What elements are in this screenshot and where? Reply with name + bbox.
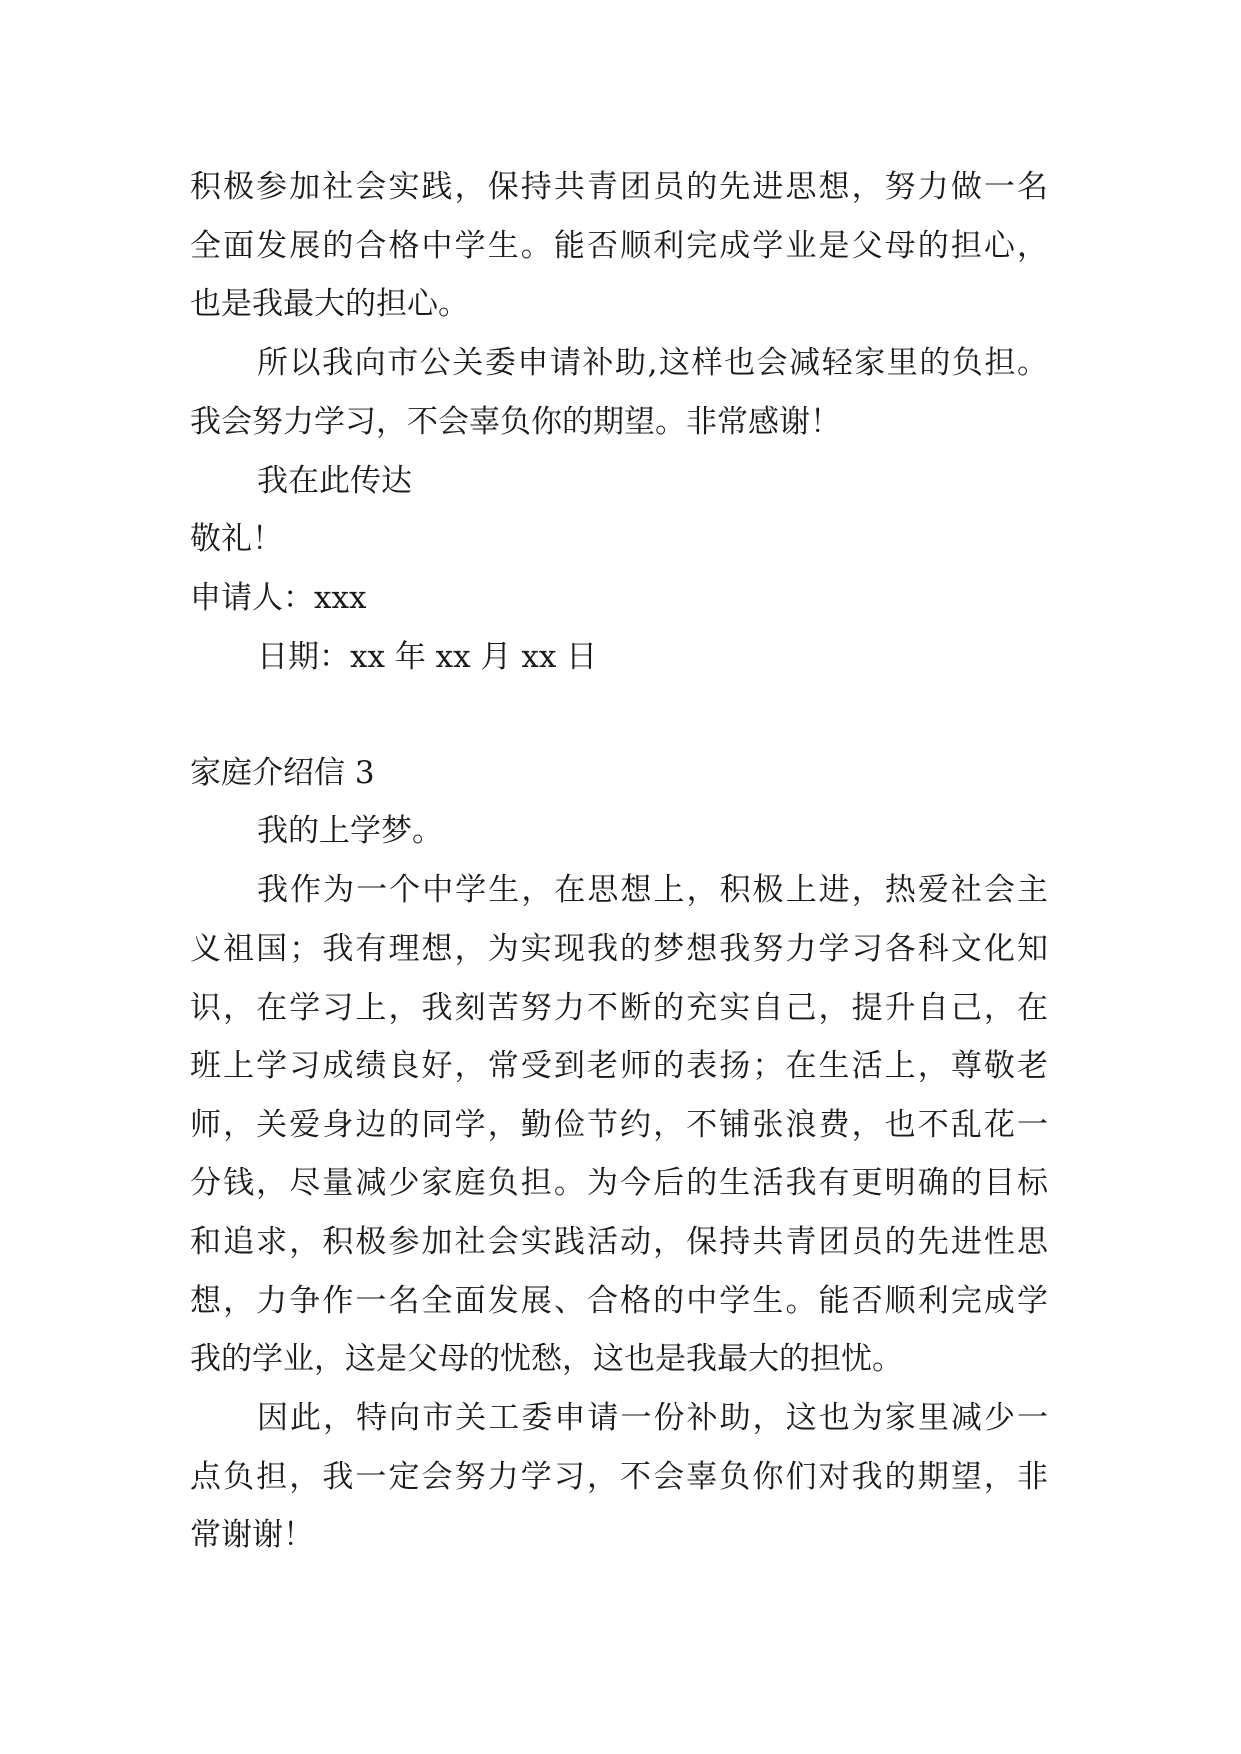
date-line: 日期：xx 年 xx 月 xx 日 bbox=[257, 639, 598, 675]
text-line: 所以我向市公关委申请补助,这样也会减轻家里的负担。 bbox=[257, 345, 1048, 381]
text-line: 想，力争作一名全面发展、合格的中学生。能否顺利完成学 bbox=[190, 1283, 1048, 1319]
text-line: 我会努力学习，不会辜负你的期望。非常感谢！ bbox=[190, 404, 841, 440]
applicant-line: 申请人：xxx bbox=[190, 580, 367, 616]
text-line: 全面发展的合格中学生。能否顺利完成学业是父母的担心， bbox=[190, 228, 1048, 264]
text-line: 师，关爱身边的同学，勤俭节约，不铺张浪费，也不乱花一 bbox=[190, 1107, 1048, 1143]
text-line: 分钱，尽量减少家庭负担。为今后的生活我有更明确的目标 bbox=[190, 1165, 1048, 1201]
text-line: 点负担，我一定会努力学习，不会辜负你们对我的期望，非 bbox=[190, 1459, 1048, 1495]
section-title: 家庭介绍信 3 bbox=[190, 755, 375, 791]
text-line: 班上学习成绩良好，常受到老师的表扬；在生活上，尊敬老 bbox=[190, 1048, 1048, 1084]
text-line: 识，在学习上，我刻苦努力不断的充实自己，提升自己，在 bbox=[190, 990, 1048, 1026]
salutation: 敬礼！ bbox=[190, 521, 283, 557]
text-line: 我的学业，这是父母的忧愁，这也是我最大的担忧。 bbox=[190, 1341, 903, 1377]
text-line: 积极参加社会实践，保持共青团员的先进思想，努力做一名 bbox=[190, 169, 1048, 205]
text-line: 我的上学梦。 bbox=[257, 813, 443, 849]
text-line: 和追求，积极参加社会实践活动，保持共青团员的先进性思 bbox=[190, 1224, 1048, 1260]
text-line: 因此，特向市关工委申请一份补助，这也为家里减少一 bbox=[257, 1400, 1048, 1436]
text-line: 我作为一个中学生，在思想上，积极上进，热爱社会主 bbox=[257, 872, 1048, 908]
text-line: 我在此传达 bbox=[257, 463, 412, 499]
text-line: 也是我最大的担心。 bbox=[190, 286, 469, 322]
text-line: 义祖国；我有理想，为实现我的梦想我努力学习各科文化知 bbox=[190, 931, 1048, 967]
text-line: 常谢谢！ bbox=[190, 1517, 314, 1553]
